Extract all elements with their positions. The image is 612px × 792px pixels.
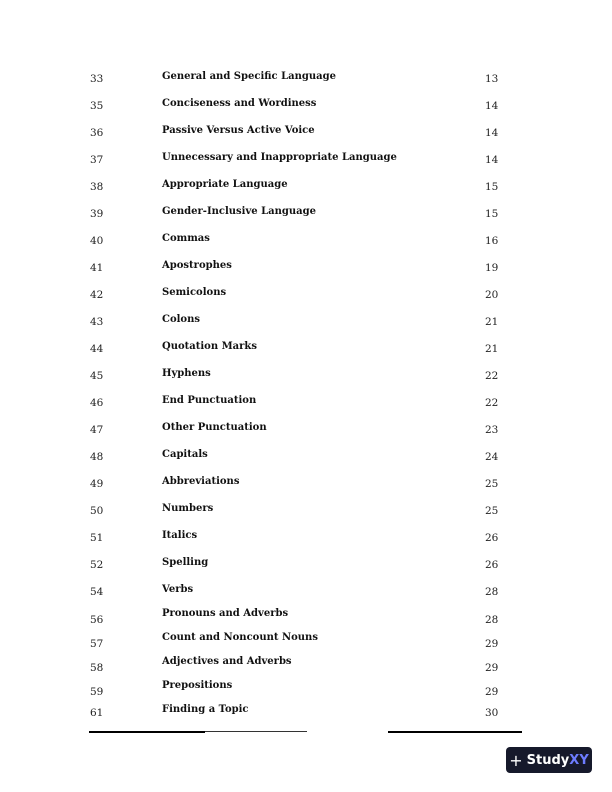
toc-topic: Numbers [162, 503, 214, 514]
toc-row [0, 314, 612, 334]
toc-row [0, 152, 612, 172]
toc-topic: Colons [162, 314, 200, 325]
toc-topic: Capitals [162, 449, 208, 460]
toc-number: 48 [90, 451, 104, 463]
toc-topic: Semicolons [162, 287, 227, 298]
toc-row [0, 71, 612, 91]
plus-icon: + [509, 750, 523, 770]
toc-number: 47 [90, 424, 104, 436]
toc-page: 30 [485, 707, 499, 719]
toc-topic: Adjectives and Adverbs [162, 656, 292, 667]
toc-row [0, 680, 612, 700]
toc-number: 38 [90, 181, 104, 193]
toc-row [0, 704, 612, 724]
toc-row [0, 98, 612, 118]
footer-rule-left [89, 731, 205, 733]
toc-row [0, 557, 612, 577]
toc-page: 26 [485, 532, 499, 544]
toc-number: 35 [90, 100, 104, 112]
toc-page: 22 [485, 397, 499, 409]
toc-page: 28 [485, 586, 499, 598]
toc-page: 16 [485, 235, 499, 247]
toc-row [0, 632, 612, 652]
toc-page: 22 [485, 370, 499, 382]
toc-row [0, 260, 612, 280]
toc-page: 14 [485, 127, 499, 139]
toc-number: 52 [90, 559, 104, 571]
toc-number: 41 [90, 262, 104, 274]
toc-topic: Count and Noncount Nouns [162, 632, 318, 643]
toc-row [0, 341, 612, 361]
toc-topic: Italics [162, 530, 198, 541]
toc-page: 28 [485, 614, 499, 626]
toc-number: 59 [90, 686, 104, 698]
toc-page: 21 [485, 316, 499, 328]
toc-row [0, 287, 612, 307]
toc-page: 25 [485, 478, 499, 490]
toc-topic: Hyphens [162, 368, 211, 379]
toc-topic: Prepositions [162, 680, 233, 691]
toc-page: 21 [485, 343, 499, 355]
toc-row [0, 368, 612, 388]
toc-number: 39 [90, 208, 104, 220]
toc-number: 58 [90, 662, 104, 674]
toc-page: 24 [485, 451, 499, 463]
toc-page: 29 [485, 638, 499, 650]
toc-row [0, 125, 612, 145]
toc-page: 29 [485, 662, 499, 674]
toc-page: 13 [485, 73, 499, 85]
toc-topic: General and Specific Language [162, 71, 336, 82]
toc-number: 33 [90, 73, 104, 85]
brand-name-study: Study [526, 752, 570, 768]
toc-page: 23 [485, 424, 499, 436]
toc-topic: Commas [162, 233, 210, 244]
toc-topic: End Punctuation [162, 395, 257, 406]
toc-topic: Quotation Marks [162, 341, 257, 352]
toc-row [0, 206, 612, 226]
toc-row [0, 395, 612, 415]
toc-page: 19 [485, 262, 499, 274]
toc-page: 20 [485, 289, 499, 301]
toc-topic: Appropriate Language [162, 179, 288, 190]
toc-number: 40 [90, 235, 104, 247]
toc-topic: Spelling [162, 557, 209, 568]
toc-number: 54 [90, 586, 104, 598]
toc-topic: Unnecessary and Inappropriate Language [162, 152, 397, 163]
toc-number: 56 [90, 614, 104, 626]
toc-number: 37 [90, 154, 104, 166]
toc-row [0, 422, 612, 442]
toc-topic: Other Punctuation [162, 422, 267, 433]
toc-page: 25 [485, 505, 499, 517]
toc-topic: Gender-Inclusive Language [162, 206, 317, 217]
toc-page: 29 [485, 686, 499, 698]
toc-number: 46 [90, 397, 104, 409]
toc-page: 15 [485, 208, 499, 220]
toc-row [0, 179, 612, 199]
toc-row [0, 449, 612, 469]
toc-row [0, 233, 612, 253]
toc-page: 26 [485, 559, 499, 571]
footer-rule-middle [205, 731, 307, 732]
toc-page: 15 [485, 181, 499, 193]
toc-number: 51 [90, 532, 104, 544]
toc-number: 61 [90, 707, 104, 719]
toc-number: 49 [90, 478, 104, 490]
toc-page: 14 [485, 154, 499, 166]
toc-row [0, 476, 612, 496]
toc-number: 43 [90, 316, 104, 328]
toc-topic: Finding a Topic [162, 704, 249, 715]
toc-number: 57 [90, 638, 104, 650]
footer-rule-right [388, 731, 522, 733]
toc-topic: Verbs [162, 584, 194, 595]
toc-number: 42 [90, 289, 104, 301]
toc-topic: Abbreviations [162, 476, 240, 487]
toc-row [0, 608, 612, 628]
toc-row [0, 503, 612, 523]
toc-row [0, 656, 612, 676]
toc-page: 14 [485, 100, 499, 112]
toc-topic: Apostrophes [162, 260, 232, 271]
toc-topic: Pronouns and Adverbs [162, 608, 289, 619]
toc-row [0, 584, 612, 604]
brand-name-xy: XY [569, 752, 589, 768]
toc-number: 44 [90, 343, 104, 355]
studyxy-logo-badge[interactable] [506, 747, 592, 773]
toc-number: 45 [90, 370, 104, 382]
toc-row [0, 530, 612, 550]
toc-number: 50 [90, 505, 104, 517]
toc-number: 36 [90, 127, 104, 139]
toc-topic: Passive Versus Active Voice [162, 125, 315, 136]
toc-topic: Conciseness and Wordiness [162, 98, 317, 109]
